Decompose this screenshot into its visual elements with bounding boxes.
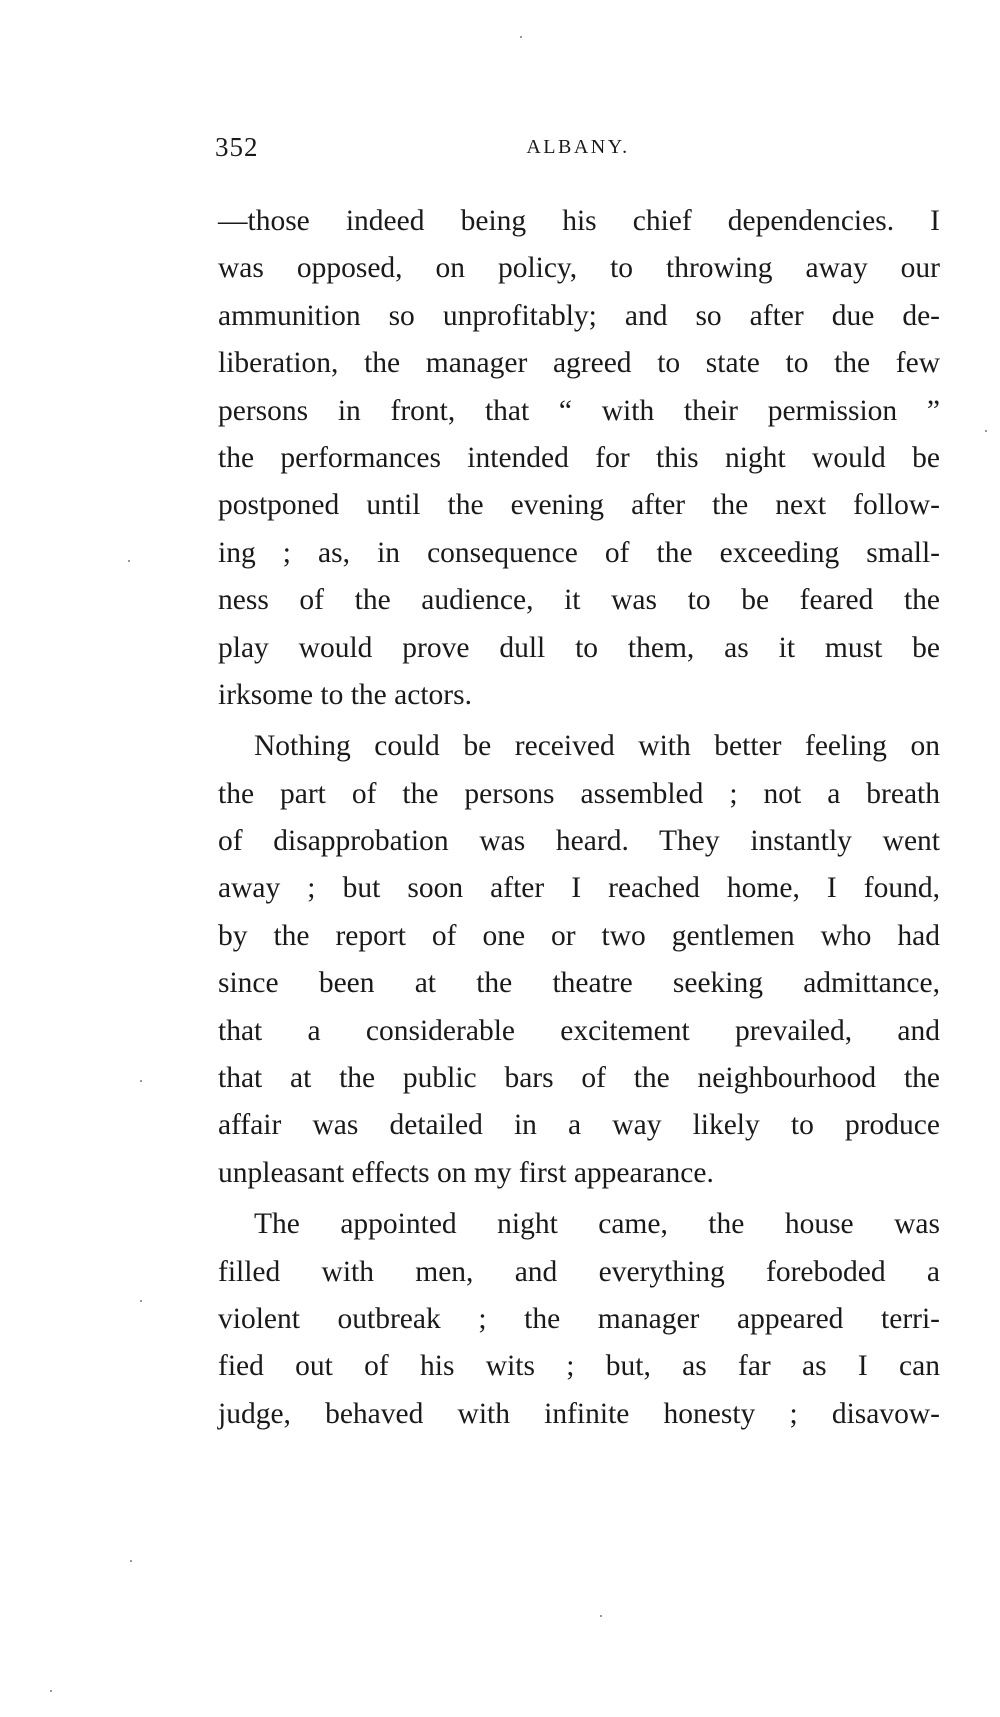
text-line: ammunition so unprofitably; and so after due de- [218, 299, 940, 332]
paragraph-3 [218, 1201, 940, 1438]
paper-speck [520, 36, 522, 38]
text-line: ing ; as, in consequence of the exceeding small- [218, 536, 940, 569]
running-title: ALBANY. [526, 136, 630, 158]
text-line: ness of the audience, it was to be feared the [218, 584, 940, 617]
running-head [215, 132, 941, 172]
paper-speck [50, 1690, 52, 1692]
text-line: of disapprobation was heard. They instantly went [218, 825, 940, 858]
text-line: that a considerable excitement prevailed, and [218, 1014, 940, 1047]
paragraph-2 [218, 723, 940, 1197]
text-line: by the report of one or two gentlemen who had [218, 919, 940, 952]
text-line: away ; but soon after I reached home, I found, [218, 872, 940, 905]
text-line: filled with men, and everything foreboded a [218, 1255, 940, 1288]
text-line: violent outbreak ; the manager appeared terri- [218, 1302, 940, 1335]
body-text [218, 198, 940, 1438]
text-line: irksome to the actors. [218, 678, 472, 711]
text-line: liberation, the manager agreed to state to the few [218, 347, 940, 380]
paper-speck [128, 560, 130, 562]
paper-speck [985, 430, 987, 432]
text-line: The appointed night came, the house was [254, 1208, 940, 1241]
paper-speck [140, 1080, 142, 1082]
text-line: —those indeed being his chief dependencies. I [218, 205, 940, 237]
text-line: the performances intended for this night would be [218, 441, 940, 474]
text-line: play would prove dull to them, as it must be [218, 631, 940, 664]
page-number: 352 [215, 132, 259, 162]
text-line: persons in front, that “ with their permission ” [218, 394, 940, 427]
text-line: was opposed, on policy, to throwing away our [218, 252, 940, 285]
text-line: postponed until the evening after the next follow- [218, 489, 940, 522]
text-line: fied out of his wits ; but, as far as I can [218, 1350, 940, 1383]
text-line: the part of the persons assembled ; not a breath [218, 777, 940, 810]
text-line: affair was detailed in a way likely to produce [218, 1109, 940, 1142]
paper-speck [130, 1560, 132, 1562]
paper-speck [600, 1615, 602, 1617]
text-line: judge, behaved with infinite honesty ; disavow- [218, 1397, 940, 1430]
text-line: Nothing could be received with better feeling on [254, 730, 940, 763]
text-line: that at the public bars of the neighbourhood the [218, 1062, 940, 1095]
text-line: since been at the theatre seeking admittance, [218, 967, 940, 1000]
paper-speck [140, 1300, 142, 1302]
text-line: unpleasant effects on my first appearance. [218, 1156, 714, 1189]
paragraph-1 [218, 198, 940, 719]
